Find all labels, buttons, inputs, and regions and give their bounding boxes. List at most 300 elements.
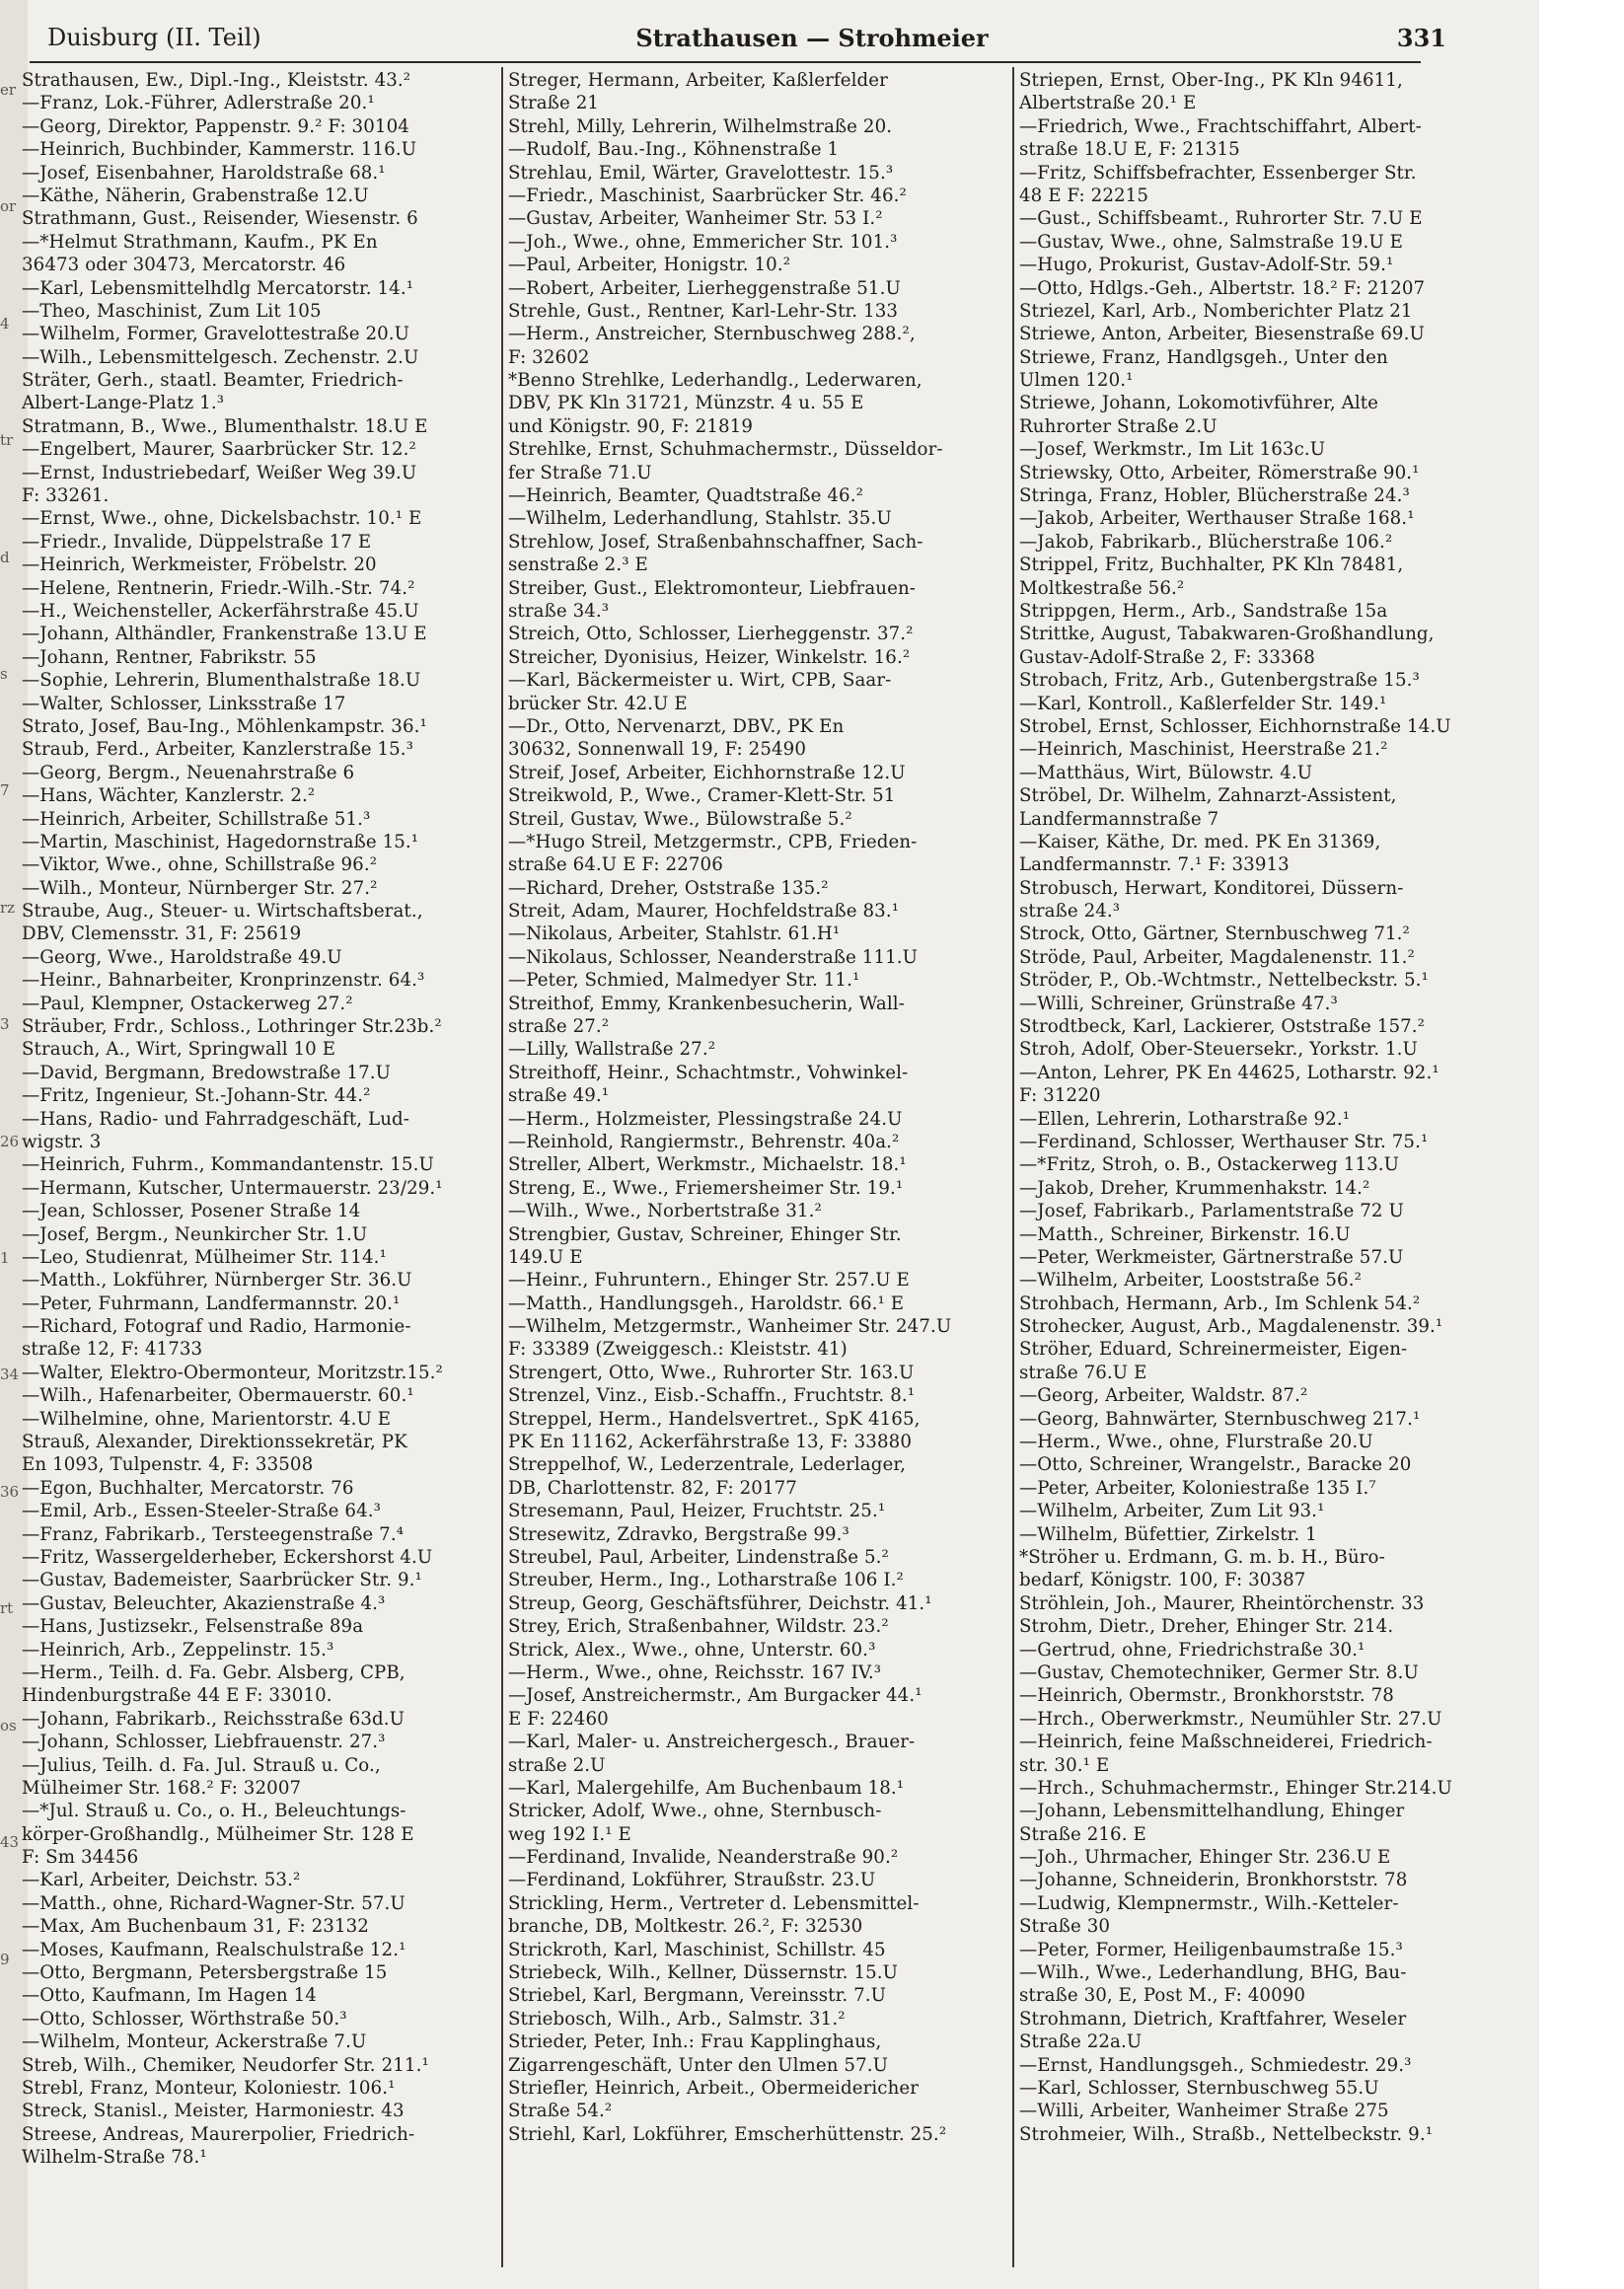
directory-entry-line: —Matthäus, Wirt, Bülowstr. 4.U xyxy=(1019,762,1313,783)
margin-fragment: 34 xyxy=(0,1366,20,1384)
directory-entry-line: und Königstr. 90, F: 21819 xyxy=(508,415,754,437)
directory-entry-line: Strathausen, Ew., Dipl.-Ing., Kleiststr. 43.² xyxy=(22,70,411,91)
directory-entry-line: Streikwold, P., Wwe., Cramer-Klett-Str. 51 xyxy=(508,785,896,807)
directory-entry-line: *Ströher u. Erdmann, G. m. b. H., Büro- xyxy=(1019,1547,1385,1568)
directory-entry-line: Strey, Erich, Straßenbahner, Wildstr. 23.² xyxy=(508,1616,889,1638)
directory-entry-line: —Wilhelm, Metzgermstr., Wanheimer Str. 247.U xyxy=(508,1316,952,1338)
directory-entry-line: Stresemann, Paul, Heizer, Fruchtstr. 25.¹ xyxy=(508,1501,886,1522)
directory-entry-line: —Johann, Schlosser, Liebfrauenstr. 27.³ xyxy=(22,1732,386,1753)
directory-entry-line: —Paul, Klempner, Ostackerweg 27.² xyxy=(22,993,353,1014)
directory-entry-line: Striewe, Johann, Lokomotivführer, Alte xyxy=(1019,393,1379,414)
directory-entry-line: —Josef, Werkmstr., Im Lit 163c.U xyxy=(1019,439,1326,461)
margin-fragment: 43 xyxy=(0,1833,20,1852)
directory-entry-line: Strehle, Gust., Rentner, Karl-Lehr-Str. 133 xyxy=(508,300,899,322)
directory-entry-line: —Gust., Schiffsbeamt., Ruhrorter Str. 7.U E xyxy=(1019,208,1423,230)
directory-entry-line: —Viktor, Wwe., ohne, Schillstraße 96.² xyxy=(22,854,378,876)
directory-entry-line: —Peter, Werkmeister, Gärtnerstraße 57.U xyxy=(1019,1246,1404,1268)
directory-entry-line: —Josef, Fabrikarb., Parlamentstraße 72 U xyxy=(1019,1201,1404,1222)
directory-entry-line: Streit, Adam, Maurer, Hochfeldstraße 83.¹ xyxy=(508,901,900,923)
directory-entry-line: Albert-Lange-Platz 1.³ xyxy=(22,393,225,414)
directory-entry-line: branche, DB, Moltkestr. 26.², F: 32530 xyxy=(508,1916,863,1938)
directory-entry-line: Strauch, A., Wirt, Springwall 10 E xyxy=(22,1039,336,1061)
directory-entry-line: F: Sm 34456 xyxy=(22,1847,139,1869)
directory-entry-line: —Wilh., Hafenarbeiter, Obermauerstr. 60.¹ xyxy=(22,1385,414,1407)
directory-entry-line: Strohmeier, Wilh., Straßb., Nettelbeckstr. 9.¹ xyxy=(1019,2123,1434,2145)
directory-entry-line: Stroh, Adolf, Ober-Steuersekr., Yorkstr. 1.U xyxy=(1019,1039,1418,1061)
directory-entry-line: —Franz, Fabrikarb., Tersteegenstraße 7.⁴ xyxy=(22,1523,405,1545)
directory-entry-line: Ströde, Paul, Arbeiter, Magdalenenstr. 11.² xyxy=(1019,946,1415,968)
directory-entry-line: Streck, Stanisl., Meister, Harmoniestr. 43 xyxy=(22,2101,405,2122)
directory-entry-line: —Lilly, Wallstraße 27.² xyxy=(508,1039,716,1061)
directory-entry-line: str. 30.¹ E xyxy=(1019,1754,1110,1776)
directory-entry-line: —Wilh., Monteur, Nürnberger Str. 27.² xyxy=(22,877,378,899)
directory-entry-line: Strohecker, August, Arb., Magdalenenstr. 39.¹ xyxy=(1019,1316,1443,1338)
directory-entry-line: —Hrch., Oberwerkmstr., Neumühler Str. 27.U xyxy=(1019,1708,1442,1730)
directory-entry-line: —Ferdinand, Lokführer, Straußstr. 23.U xyxy=(508,1870,876,1891)
left-margin-fragments xyxy=(0,69,24,1971)
directory-entry-line: —Karl, Malergehilfe, Am Buchenbaum 18.¹ xyxy=(508,1777,905,1799)
directory-entry-line: —Otto, Kaufmann, Im Hagen 14 xyxy=(22,1985,317,2007)
directory-entry-line: 36473 oder 30473, Mercatorstr. 46 xyxy=(22,255,346,276)
directory-entry-line: F: 32602 xyxy=(508,346,590,368)
margin-fragment: 26 xyxy=(0,1132,20,1150)
directory-entry-line: —Wilhelm, Lederhandlung, Stahlstr. 35.U xyxy=(508,508,892,530)
directory-entry-line: —Max, Am Buchenbaum 31, F: 23132 xyxy=(22,1916,369,1938)
directory-entry-line: —Leo, Studienrat, Mülheimer Str. 114.¹ xyxy=(22,1246,387,1268)
directory-entry-line: —Karl, Arbeiter, Deichstr. 53.² xyxy=(22,1870,301,1891)
directory-entry-line: —Gustav, Arbeiter, Wanheimer Str. 53 I.² xyxy=(508,208,883,230)
margin-fragment: rz xyxy=(0,898,16,917)
directory-entry-line: —Peter, Schmied, Malmedyer Str. 11.¹ xyxy=(508,970,860,992)
directory-entry-line: —Matth., ohne, Richard-Wagner-Str. 57.U xyxy=(22,1892,406,1914)
directory-entry-line: Moltkestraße 56.² xyxy=(1019,577,1185,599)
directory-entry-line: —Johanne, Schneiderin, Bronkhorststr. 78 xyxy=(1019,1870,1408,1891)
directory-entry-line: —Josef, Anstreichermstr., Am Burgacker 44.¹ xyxy=(508,1685,923,1707)
directory-entry-line: —Georg, Wwe., Haroldstraße 49.U xyxy=(22,946,342,968)
directory-entry-line: senstraße 2.³ E xyxy=(508,554,648,576)
directory-entry-line: —*Hugo Streil, Metzgermstr., CPB, Frieden- xyxy=(508,831,918,852)
directory-entry-line: —Gustav, Chemotechniker, Germer Str. 8.U xyxy=(1019,1661,1419,1683)
directory-entry-line: —Rudolf, Bau.-Ing., Köhnenstraße 1 xyxy=(508,139,840,161)
header-rule xyxy=(30,61,1421,63)
directory-entry-line: Ströbel, Dr. Wilhelm, Zahnarzt-Assistent, xyxy=(1019,785,1397,807)
directory-entry-line: Stresewitz, Zdravko, Bergstraße 99.³ xyxy=(508,1523,849,1545)
directory-entry-line: PK En 11162, Ackerfährstraße 13, F: 33880 xyxy=(508,1432,912,1453)
directory-entry-line: straße 2.U xyxy=(508,1754,606,1776)
directory-entry-line: *Benno Strehlke, Lederhandlg., Lederwaren, xyxy=(508,370,923,392)
directory-entry-line: Strickroth, Karl, Maschinist, Schillstr. 45 xyxy=(508,1939,886,1960)
directory-entry-line: Strengbier, Gustav, Schreiner, Ehinger Str. xyxy=(508,1223,902,1245)
margin-fragment: 1 xyxy=(0,1249,10,1268)
margin-fragment: os xyxy=(0,1716,17,1735)
margin-fragment: tr xyxy=(0,431,14,450)
directory-entry-line: Striehl, Karl, Lokführer, Emscherhüttenstr. 25.² xyxy=(508,2123,947,2145)
directory-entry-line: —Friedr., Maschinist, Saarbrücker Str. 46.² xyxy=(508,185,907,206)
directory-entry-line: —Joh., Uhrmacher, Ehinger Str. 236.U E xyxy=(1019,1847,1391,1869)
directory-entry-line: Straub, Ferd., Arbeiter, Kanzlerstraße 15.³ xyxy=(22,739,414,761)
directory-entry-line: —Heinrich, Werkmeister, Fröbelstr. 20 xyxy=(22,554,377,576)
directory-entry-line: Strohmann, Dietrich, Kraftfahrer, Weseler xyxy=(1019,2008,1407,2030)
directory-entry-line: —Johann, Lebensmittelhandlung, Ehinger xyxy=(1019,1801,1405,1822)
directory-entry-line: —David, Bergmann, Bredowstraße 17.U xyxy=(22,1062,392,1083)
margin-fragment: 3 xyxy=(0,1015,10,1034)
margin-fragment: 9 xyxy=(0,1950,10,1968)
directory-entry-line: Straube, Aug., Steuer- u. Wirtschaftsberat., xyxy=(22,901,423,923)
header-city: Duisburg (II. Teil) xyxy=(47,24,261,51)
directory-entry-line: straße 27.² xyxy=(508,1016,610,1038)
directory-entry-line: Strickling, Herm., Vertreter d. Lebensmittel- xyxy=(508,1892,920,1914)
directory-entry-line: —Matth., Schreiner, Birkenstr. 16.U xyxy=(1019,1223,1351,1245)
directory-entry-line: Striezel, Karl, Arb., Nomberichter Platz 21 xyxy=(1019,300,1413,322)
directory-entry-line: —Wilhelm, Büfettier, Zirkelstr. 1 xyxy=(1019,1523,1317,1545)
directory-entry-line: —Peter, Arbeiter, Koloniestraße 135 I.⁷ xyxy=(1019,1477,1376,1499)
directory-entry-line: Strobel, Ernst, Schlosser, Eichhornstraße 14.U xyxy=(1019,715,1451,737)
directory-entry-line: —Nikolaus, Arbeiter, Stahlstr. 61.H¹ xyxy=(508,923,841,945)
directory-entry-line: —Otto, Hdlgs.-Geh., Albertstr. 18.² F: 21207 xyxy=(1019,277,1426,299)
directory-entry-line: —Josef, Eisenbahner, Haroldstraße 68.¹ xyxy=(22,162,386,184)
margin-fragment: d xyxy=(0,548,10,566)
column-3 xyxy=(1019,69,1517,2259)
directory-entry-line: Sträter, Gerh., staatl. Beamter, Friedrich- xyxy=(22,370,404,392)
directory-entry-line: —Wilhelmine, ohne, Marientorstr. 4.U E xyxy=(22,1408,392,1430)
directory-entry-line: Strock, Otto, Gärtner, Sternbuschweg 71.² xyxy=(1019,923,1410,945)
directory-entry-line: Strato, Josef, Bau-Ing., Möhlenkampstr. 36.¹ xyxy=(22,715,427,737)
directory-entry-line: Ulmen 120.¹ xyxy=(1019,370,1134,392)
directory-entry-line: Strobusch, Herwart, Konditorei, Düssern- xyxy=(1019,877,1404,899)
directory-entry-line: —Herm., Wwe., ohne, Reichsstr. 167 IV.³ xyxy=(508,1661,882,1683)
directory-entry-line: —Karl, Lebensmittelhdlg Mercatorstr. 14.¹ xyxy=(22,277,414,299)
directory-entry-line: Strittke, August, Tabakwaren-Großhandlung, xyxy=(1019,624,1435,645)
directory-entry-line: —*Jul. Strauß u. Co., o. H., Beleuchtungs- xyxy=(22,1801,406,1822)
directory-entry-line: —Walter, Schlosser, Linksstraße 17 xyxy=(22,693,346,714)
directory-entry-line: Striewe, Anton, Arbeiter, Biesenstraße 69.U xyxy=(1019,324,1425,345)
directory-entry-line: Ströder, P., Ob.-Wchtmstr., Nettelbeckstr. 5.¹ xyxy=(1019,970,1429,992)
right-blank-margin xyxy=(1539,0,1624,2289)
margin-fragment: 7 xyxy=(0,781,10,800)
margin-fragment: s xyxy=(0,665,8,684)
directory-entry-line: —Heinrich, Maschinist, Heerstraße 21.² xyxy=(1019,739,1388,761)
directory-entry-line: Streng, E., Wwe., Friemersheimer Str. 19.¹ xyxy=(508,1177,904,1199)
directory-entry-line: straße 34.³ xyxy=(508,600,610,622)
directory-entry-line: —Wilh., Wwe., Norbertstraße 31.² xyxy=(508,1201,822,1222)
directory-entry-line: 48 E F: 22215 xyxy=(1019,185,1149,206)
directory-entry-line: F: 33261. xyxy=(22,485,110,507)
directory-entry-line: —Johann, Fabrikarb., Reichsstraße 63d.U xyxy=(22,1708,406,1730)
directory-entry-line: —Georg, Bahnwärter, Sternbuschweg 217.¹ xyxy=(1019,1408,1421,1430)
directory-entry-line: —Heinrich, Fuhrm., Kommandantenstr. 15.U xyxy=(22,1154,434,1176)
directory-entry-line: —Wilhelm, Monteur, Ackerstraße 7.U xyxy=(22,2031,367,2053)
directory-entry-line: Streiber, Gust., Elektromonteur, Liebfrauen- xyxy=(508,577,917,599)
directory-entry-line: —Gustav, Wwe., ohne, Salmstraße 19.U E xyxy=(1019,231,1404,253)
directory-entry-line: —Otto, Bergmann, Petersbergstraße 15 xyxy=(22,1962,388,1984)
column-divider xyxy=(501,67,503,2267)
directory-entry-line: —Friedr., Invalide, Düppelstraße 17 E xyxy=(22,531,372,553)
directory-entry-line: —Gustav, Bademeister, Saarbrücker Str. 9.¹ xyxy=(22,1570,422,1591)
directory-entry-line: —Peter, Former, Heiligenbaumstraße 15.³ xyxy=(1019,1939,1403,1960)
directory-entry-line: —Joh., Wwe., ohne, Emmericher Str. 101.³ xyxy=(508,231,898,253)
directory-entry-line: —Georg, Direktor, Pappenstr. 9.² F: 30104 xyxy=(22,115,409,137)
directory-entry-line: —Ellen, Lehrerin, Lotharstraße 92.¹ xyxy=(1019,1108,1351,1130)
directory-entry-line: Strohbach, Hermann, Arb., Im Schlenk 54.² xyxy=(1019,1292,1421,1314)
directory-entry-line: —Hugo, Prokurist, Gustav-Adolf-Str. 59.¹ xyxy=(1019,255,1394,276)
directory-entry-line: —Ernst, Handlungsgeh., Schmiedestr. 29.³ xyxy=(1019,2054,1412,2076)
directory-entry-line: —Engelbert, Maurer, Saarbrücker Str. 12.² xyxy=(22,439,416,461)
directory-entry-line: —Heinrich, Beamter, Quadtstraße 46.² xyxy=(508,485,863,507)
directory-entry-line: Stricker, Adolf, Wwe., ohne, Sternbusch- xyxy=(508,1801,882,1822)
directory-entry-line: —Willi, Schreiner, Grünstraße 47.³ xyxy=(1019,993,1338,1014)
margin-fragment: rt xyxy=(0,1599,14,1618)
directory-entry-line: Strippgen, Herm., Arb., Sandstraße 15a xyxy=(1019,600,1388,622)
directory-entry-line: —Heinrich, Buchbinder, Kammerstr. 116.U xyxy=(22,139,417,161)
directory-entry-line: —Heinrich, Arb., Zeppelinstr. 15.³ xyxy=(22,1639,334,1661)
directory-entry-line: fer Straße 71.U xyxy=(508,462,652,483)
directory-entry-line: Strobach, Fritz, Arb., Gutenbergstraße 15.³ xyxy=(1019,670,1420,692)
directory-entry-line: Streicher, Dyonisius, Heizer, Winkelstr. 16.² xyxy=(508,646,911,668)
page-header xyxy=(0,18,1624,65)
directory-entry-line: —Johann, Althändler, Frankenstraße 13.U E xyxy=(22,624,427,645)
directory-entry-line: —Ludwig, Klempnermstr., Wilh.-Ketteler- xyxy=(1019,1892,1399,1914)
directory-entry-line: Striepen, Ernst, Ober-Ing., PK Kln 94611, xyxy=(1019,70,1403,91)
page-number: 331 xyxy=(1396,24,1446,52)
margin-fragment: or xyxy=(0,197,17,216)
directory-entry-line: Strehlau, Emil, Wärter, Gravelottestr. 15.³ xyxy=(508,162,894,184)
directory-entry-line: straße 24.³ xyxy=(1019,901,1121,923)
directory-entry-line: Strehlow, Josef, Straßenbahnschaffner, Sach- xyxy=(508,531,923,553)
directory-entry-line: Streller, Albert, Werkmstr., Michaelstr. 18.¹ xyxy=(508,1154,907,1176)
directory-entry-line: Sträuber, Frdr., Schloss., Lothringer Str.23b.² xyxy=(22,1016,442,1038)
directory-entry-line: Strathmann, Gust., Reisender, Wiesenstr. 6 xyxy=(22,208,418,230)
directory-entry-line: —Georg, Bergm., Neuenahrstraße 6 xyxy=(22,762,355,783)
directory-entry-line: Streubel, Paul, Arbeiter, Lindenstraße 5.² xyxy=(508,1547,889,1568)
directory-entry-line: Zigarrengeschäft, Unter den Ulmen 57.U xyxy=(508,2054,889,2076)
directory-entry-line: —Emil, Arb., Essen-Steeler-Straße 64.³ xyxy=(22,1501,382,1522)
directory-entry-line: Strehl, Milly, Lehrerin, Wilhelmstraße 20. xyxy=(508,115,893,137)
directory-entry-line: Straße 216. E xyxy=(1019,1823,1146,1845)
directory-entry-line: —H., Weichensteller, Ackerfährstraße 45.U xyxy=(22,600,419,622)
directory-entry-line: —Moses, Kaufmann, Realschulstraße 12.¹ xyxy=(22,1939,406,1960)
directory-entry-line: straße 76.U E xyxy=(1019,1362,1147,1383)
directory-entry-line: straße 18.U E, F: 21315 xyxy=(1019,139,1240,161)
directory-entry-line: —Peter, Fuhrmann, Landfermannstr. 20.¹ xyxy=(22,1292,401,1314)
directory-entry-line: —Franz, Lok.-Führer, Adlerstraße 20.¹ xyxy=(22,93,375,114)
directory-entry-line: Strodtbeck, Karl, Lackierer, Oststraße 157.² xyxy=(1019,1016,1426,1038)
directory-entry-line: Gustav-Adolf-Straße 2, F: 33368 xyxy=(1019,646,1315,668)
directory-entry-line: —Karl, Schlosser, Sternbuschweg 55.U xyxy=(1019,2077,1379,2099)
directory-entry-line: Striewe, Franz, Handlgsgeh., Unter den xyxy=(1019,346,1388,368)
directory-entry-line: —Fritz, Ingenieur, St.-Johann-Str. 44.² xyxy=(22,1085,371,1107)
directory-entry-line: —Herm., Holzmeister, Plessingstraße 24.U xyxy=(508,1108,903,1130)
directory-entry-line: —Wilh., Lebensmittelgesch. Zechenstr. 2.U xyxy=(22,346,419,368)
directory-entry-line: Streger, Hermann, Arbeiter, Kaßlerfelder xyxy=(508,70,888,91)
margin-fragment: 4 xyxy=(0,314,10,332)
directory-entry-line: —Johann, Rentner, Fabrikstr. 55 xyxy=(22,646,317,668)
directory-entry-line: —Hans, Justizsekr., Felsenstraße 89a xyxy=(22,1616,364,1638)
directory-entry-line: Striebosch, Wilh., Arb., Salmstr. 31.² xyxy=(508,2008,846,2030)
directory-entry-line: Straße 54.² xyxy=(508,2101,613,2122)
directory-entry-line: straße 49.¹ xyxy=(508,1085,610,1107)
directory-entry-line: —Herm., Wwe., ohne, Flurstraße 20.U xyxy=(1019,1432,1373,1453)
directory-entry-line: Strengert, Otto, Wwe., Ruhrorter Str. 163.U xyxy=(508,1362,915,1383)
directory-entry-line: Striefler, Heinrich, Arbeit., Obermeidericher xyxy=(508,2077,920,2099)
directory-entry-line: Streil, Gustav, Wwe., Bülowstraße 5.² xyxy=(508,808,852,830)
directory-entry-line: Stratmann, B., Wwe., Blumenthalstr. 18.U E xyxy=(22,415,428,437)
directory-entry-line: —Fritz, Schiffsbefrachter, Essenberger Str. xyxy=(1019,162,1417,184)
directory-entry-line: E F: 22460 xyxy=(508,1708,609,1730)
header-range: Strathausen — Strohmeier xyxy=(635,24,989,52)
directory-entry-line: —Gustav, Beleuchter, Akazienstraße 4.³ xyxy=(22,1592,386,1614)
directory-entry-line: —Josef, Bergm., Neunkircher Str. 1.U xyxy=(22,1223,368,1245)
directory-entry-line: Striebel, Karl, Bergmann, Vereinsstr. 7.U xyxy=(508,1985,887,2007)
directory-entry-line: Strehlke, Ernst, Schuhmachermstr., Düsseldor- xyxy=(508,439,943,461)
directory-entry-line: körper-Großhandlg., Mülheimer Str. 128 E xyxy=(22,1823,414,1845)
directory-entry-line: F: 33389 (Zweiggesch.: Kleiststr. 41) xyxy=(508,1339,848,1361)
directory-entry-line: —Ernst, Industriebedarf, Weißer Weg 39.U xyxy=(22,462,417,483)
directory-entry-line: Streithoff, Heinr., Schachtmstr., Vohwinkel- xyxy=(508,1062,909,1083)
directory-entry-line: —Ferdinand, Invalide, Neanderstraße 90.² xyxy=(508,1847,899,1869)
column-2 xyxy=(508,69,1006,2259)
directory-entry-line: —*Fritz, Stroh, o. B., Ostackerweg 113.U xyxy=(1019,1154,1400,1176)
directory-entry-line: —Hans, Wächter, Kanzlerstr. 2.² xyxy=(22,785,316,807)
directory-entry-line: Strebl, Franz, Monteur, Koloniestr. 106.¹ xyxy=(22,2077,396,2099)
directory-entry-line: —Heinrich, Arbeiter, Schillstraße 51.³ xyxy=(22,808,371,830)
directory-entry-line: —Willi, Arbeiter, Wanheimer Straße 275 xyxy=(1019,2101,1389,2122)
directory-entry-line: Striewsky, Otto, Arbeiter, Römerstraße 90.¹ xyxy=(1019,462,1420,483)
directory-entry-line: —Wilhelm, Arbeiter, Zum Lit 93.¹ xyxy=(1019,1501,1325,1522)
directory-entry-line: —Wilh., Wwe., Lederhandlung, BHG, Bau- xyxy=(1019,1962,1407,1984)
directory-entry-line: —Herm., Teilh. d. Fa. Gebr. Alsberg, CPB, xyxy=(22,1661,406,1683)
directory-entry-line: Straße 21 xyxy=(508,93,600,114)
directory-entry-line: Albertstraße 20.¹ E xyxy=(1019,93,1197,114)
directory-entry-line: —Martin, Maschinist, Hagedornstraße 15.¹ xyxy=(22,831,419,852)
directory-entry-line: En 1093, Tulpenstr. 4, F: 33508 xyxy=(22,1454,314,1476)
directory-entry-line: Straße 30 xyxy=(1019,1916,1111,1938)
directory-entry-line: Streich, Otto, Schlosser, Lierheggenstr. 37.² xyxy=(508,624,914,645)
directory-entry-line: —Heinrich, feine Maßschneiderei, Friedrich- xyxy=(1019,1732,1433,1753)
directory-entry-line: —Anton, Lehrer, PK En 44625, Lotharstr. 92.¹ xyxy=(1019,1062,1439,1083)
directory-entry-line: —Kaiser, Käthe, Dr. med. PK En 31369, xyxy=(1019,831,1381,852)
directory-entry-line: DBV, Clemensstr. 31, F: 25619 xyxy=(22,923,302,945)
column-divider xyxy=(1012,67,1014,2267)
directory-entry-line: Striebeck, Wilh., Kellner, Düssernstr. 15.U xyxy=(508,1962,899,1984)
directory-entry-line: Hindenburgstraße 44 E F: 33010. xyxy=(22,1685,332,1707)
directory-entry-line: DB, Charlottenstr. 82, F: 20177 xyxy=(508,1477,797,1499)
margin-fragment: 36 xyxy=(0,1482,20,1501)
directory-entry-line: —Julius, Teilh. d. Fa. Jul. Strauß u. Co., xyxy=(22,1754,381,1776)
directory-entry-line: —Karl, Bäckermeister u. Wirt, CPB, Saar- xyxy=(508,670,892,692)
directory-entry-line: —Otto, Schreiner, Wrangelstr., Baracke 20 xyxy=(1019,1454,1412,1476)
directory-entry-line: —Ferdinand, Schlosser, Werthauser Str. 75.¹ xyxy=(1019,1131,1429,1152)
directory-entry-line: —Matth., Handlungsgeh., Haroldstr. 66.¹ E xyxy=(508,1292,905,1314)
directory-entry-line: —Robert, Arbeiter, Lierheggenstraße 51.U xyxy=(508,277,901,299)
directory-entry-line: —Matth., Lokführer, Nürnberger Str. 36.U xyxy=(22,1270,412,1292)
directory-entry-line: weg 192 I.¹ E xyxy=(508,1823,631,1845)
directory-entry-line: Wilhelm-Straße 78.¹ xyxy=(22,2147,207,2169)
directory-entry-line: —Jean, Schlosser, Posener Straße 14 xyxy=(22,1201,361,1222)
directory-entry-line: Stringa, Franz, Hobler, Blücherstraße 24.³ xyxy=(1019,485,1410,507)
directory-entry-line: —Richard, Dreher, Oststraße 135.² xyxy=(508,877,829,899)
directory-entry-line: Streppel, Herm., Handelsvertret., SpK 4165, xyxy=(508,1408,921,1430)
directory-entry-line: —Otto, Schlosser, Wörthstraße 50.³ xyxy=(22,2008,347,2030)
directory-entry-line: —Friedrich, Wwe., Frachtschiffahrt, Albert- xyxy=(1019,115,1422,137)
directory-entry-line: Strick, Alex., Wwe., ohne, Unterstr. 60.³ xyxy=(508,1639,876,1661)
directory-entry-line: —Richard, Fotograf und Radio, Harmonie- xyxy=(22,1316,411,1338)
directory-entry-line: Strohm, Dietr., Dreher, Ehinger Str. 214. xyxy=(1019,1616,1394,1638)
directory-entry-line: Streb, Wilh., Chemiker, Neudorfer Str. 211.¹ xyxy=(22,2054,429,2076)
directory-entry-line: Streithof, Emmy, Krankenbesucherin, Wall- xyxy=(508,993,905,1014)
directory-entry-line: —Hermann, Kutscher, Untermauerstr. 23/29.¹ xyxy=(22,1177,443,1199)
directory-entry-line: 149.U E xyxy=(508,1246,583,1268)
directory-entry-line: F: 31220 xyxy=(1019,1085,1101,1107)
directory-entry-line: —Paul, Arbeiter, Honigstr. 10.² xyxy=(508,255,791,276)
directory-entry-line: —Sophie, Lehrerin, Blumenthalstraße 18.U xyxy=(22,670,421,692)
directory-entry-line: —Karl, Kontroll., Kaßlerfelder Str. 149.¹ xyxy=(1019,693,1387,714)
directory-entry-line: —Nikolaus, Schlosser, Neanderstraße 111.U xyxy=(508,946,919,968)
directory-entry-line: Streppelhof, W., Lederzentrale, Lederlager, xyxy=(508,1454,907,1476)
directory-entry-line: Straße 22a.U xyxy=(1019,2031,1143,2053)
directory-entry-line: —Dr., Otto, Nervenarzt, DBV., PK En xyxy=(508,715,845,737)
directory-entry-line: Streif, Josef, Arbeiter, Eichhornstraße 12.U xyxy=(508,762,906,783)
directory-entry-line: —Wilhelm, Former, Gravelottestraße 20.U xyxy=(22,324,410,345)
margin-fragment: er xyxy=(0,81,17,99)
directory-entry-line: Ströhlein, Joh., Maurer, Rheintörchenstr. 33 xyxy=(1019,1592,1425,1614)
directory-entry-line: —Heinr., Fuhruntern., Ehinger Str. 257.U E xyxy=(508,1270,910,1292)
directory-entry-line: Streuber, Herm., Ing., Lotharstraße 106 I.² xyxy=(508,1570,904,1591)
directory-entry-line: Strieder, Peter, Inh.: Frau Kapplinghaus, xyxy=(508,2031,882,2053)
directory-entry-line: Mülheimer Str. 168.² F: 32007 xyxy=(22,1777,302,1799)
directory-entry-line: —Heinrich, Obermstr., Bronkhorststr. 78 xyxy=(1019,1685,1394,1707)
directory-entry-line: —Jakob, Fabrikarb., Blücherstraße 106.² xyxy=(1019,531,1393,553)
directory-entry-line: —Helene, Rentnerin, Friedr.-Wilh.-Str. 74.² xyxy=(22,577,415,599)
directory-entry-line: —Wilhelm, Arbeiter, Looststraße 56.² xyxy=(1019,1270,1362,1292)
directory-entry-line: 30632, Sonnenwall 19, F: 25490 xyxy=(508,739,807,761)
directory-entry-line: —Theo, Maschinist, Zum Lit 105 xyxy=(22,300,322,322)
directory-entry-line: bedarf, Königstr. 100, F: 30387 xyxy=(1019,1570,1306,1591)
directory-entry-line: —Gertrud, ohne, Friedrichstraße 30.¹ xyxy=(1019,1639,1366,1661)
directory-entry-line: —Fritz, Wassergelderheber, Eckershorst 4.U xyxy=(22,1547,433,1568)
directory-entry-line: —*Helmut Strathmann, Kaufm., PK En xyxy=(22,231,378,253)
directory-entry-line: —Käthe, Näherin, Grabenstraße 12.U xyxy=(22,185,369,206)
directory-entry-line: straße 12, F: 41733 xyxy=(22,1339,203,1361)
directory-entry-line: —Reinhold, Rangiermstr., Behrenstr. 40a.² xyxy=(508,1131,900,1152)
directory-entry-line: —Karl, Maler- u. Anstreichergesch., Brauer- xyxy=(508,1732,916,1753)
column-1 xyxy=(22,69,495,2259)
directory-entry-line: —Walter, Elektro-Obermonteur, Moritzstr.15.² xyxy=(22,1362,443,1383)
directory-entry-line: brücker Str. 42.U E xyxy=(508,693,688,714)
directory-entry-line: —Georg, Arbeiter, Waldstr. 87.² xyxy=(1019,1385,1308,1407)
directory-entry-line: —Heinr., Bahnarbeiter, Kronprinzenstr. 64.³ xyxy=(22,970,425,992)
directory-entry-line: Strauß, Alexander, Direktionssekretär, PK xyxy=(22,1432,407,1453)
directory-entry-line: —Hrch., Schuhmachermstr., Ehinger Str.214.U xyxy=(1019,1777,1452,1799)
directory-entry-line: DBV, PK Kln 31721, Münzstr. 4 u. 55 E xyxy=(508,393,864,414)
directory-entry-line: Landfermannstraße 7 xyxy=(1019,808,1219,830)
directory-entry-line: —Egon, Buchhalter, Mercatorstr. 76 xyxy=(22,1477,354,1499)
directory-entry-line: —Hans, Radio- und Fahrradgeschäft, Lud- xyxy=(22,1108,410,1130)
directory-entry-line: straße 30, E, Post M., F: 40090 xyxy=(1019,1985,1306,2007)
directory-entry-line: Strenzel, Vinz., Eisb.-Schaffn., Fruchtstr. 8.¹ xyxy=(508,1385,916,1407)
directory-entry-line: Streup, Georg, Geschäftsführer, Deichstr. 41.¹ xyxy=(508,1592,932,1614)
directory-entry-line: —Ernst, Wwe., ohne, Dickelsbachstr. 10.¹ E xyxy=(22,508,422,530)
directory-entry-line: —Herm., Anstreicher, Sternbuschweg 288.², xyxy=(508,324,916,345)
directory-entry-line: Landfermannstr. 7.¹ F: 33913 xyxy=(1019,854,1290,876)
directory-entry-line: Strippel, Fritz, Buchhalter, PK Kln 78481, xyxy=(1019,554,1404,576)
directory-entry-line: —Jakob, Dreher, Krummenhakstr. 14.² xyxy=(1019,1177,1370,1199)
directory-entry-line: Streese, Andreas, Maurerpolier, Friedrich- xyxy=(22,2123,415,2145)
directory-entry-line: wigstr. 3 xyxy=(22,1131,102,1152)
directory-entry-line: —Jakob, Arbeiter, Werthauser Straße 168.¹ xyxy=(1019,508,1415,530)
directory-entry-line: straße 64.U E F: 22706 xyxy=(508,854,723,876)
directory-entry-line: Ströher, Eduard, Schreinermeister, Eigen- xyxy=(1019,1339,1408,1361)
directory-entry-line: Ruhrorter Straße 2.U xyxy=(1019,415,1218,437)
